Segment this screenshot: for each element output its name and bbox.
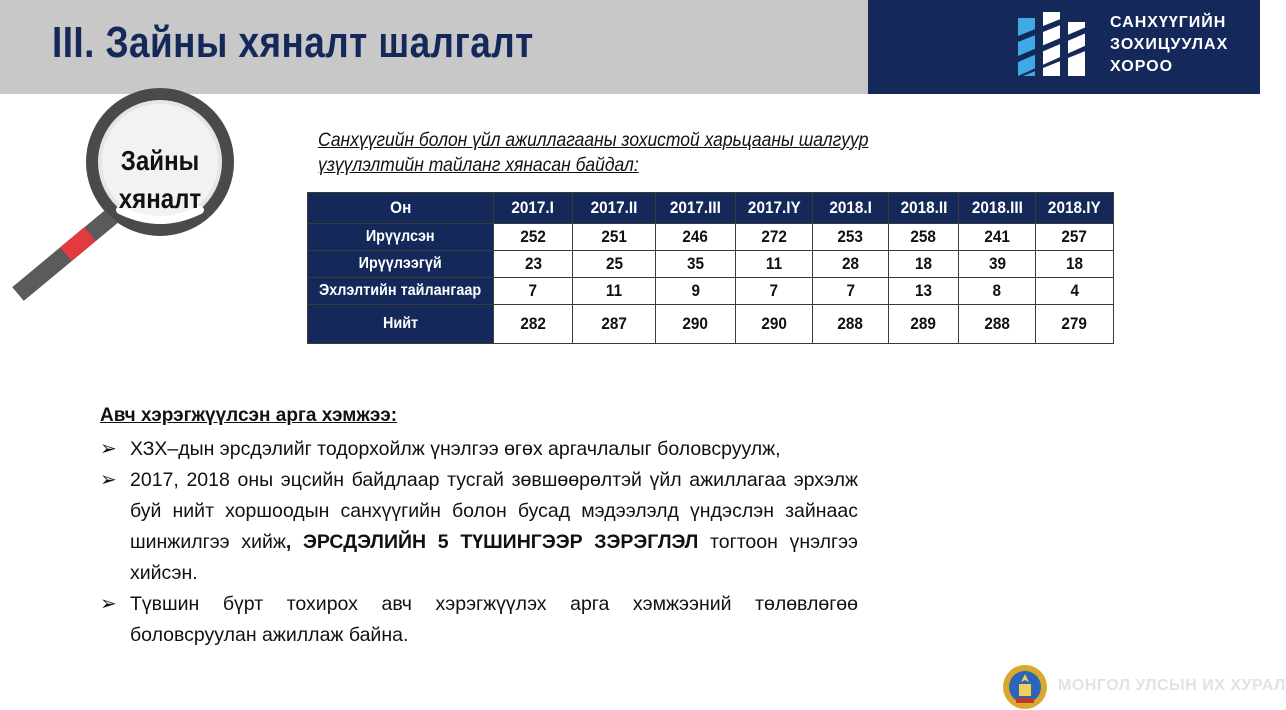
actions-heading: Авч хэрэгжүүлсэн арга хэмжээ: — [100, 405, 398, 426]
table-cell: 7 — [736, 278, 813, 305]
logo-text — [1110, 12, 1228, 78]
table-corner-header: Он — [308, 193, 494, 224]
column-header: 2018.III — [959, 193, 1036, 224]
table-cell: 257 — [1036, 224, 1114, 251]
row-header: Нийт — [308, 305, 494, 344]
table-cell: 251 — [573, 224, 656, 251]
table-cell: 28 — [813, 251, 889, 278]
state-emblem-icon — [1002, 664, 1048, 710]
table-cell: 246 — [656, 224, 736, 251]
table-cell: 11 — [573, 278, 656, 305]
list-item — [100, 589, 858, 651]
table-cell: 253 — [813, 224, 889, 251]
table-cell: 289 — [889, 305, 959, 344]
logo-line-3: ХОРОО — [1110, 58, 1174, 75]
table-cell: 272 — [736, 224, 813, 251]
arrow-bullet-icon: ➢ — [100, 593, 117, 615]
table-cell: 290 — [736, 305, 813, 344]
arrow-bullet-icon: ➢ — [100, 438, 117, 460]
actions-list — [100, 434, 858, 651]
table-cell: 288 — [959, 305, 1036, 344]
table-cell: 8 — [959, 278, 1036, 305]
report-review-table — [307, 192, 1114, 344]
list-item-emphasis: , ЭРСДЭЛИЙН 5 ТҮШИНГЭЭР ЗЭРЭГЛЭЛ — [285, 531, 699, 553]
table-header-row — [308, 193, 1114, 224]
table-cell: 287 — [573, 305, 656, 344]
list-item-text: Түвшин бүрт тохирох авч хэрэгжүүлэх арга хэмжээний төлөвлөгөө боловсруулан ажиллаж байна. — [130, 593, 858, 646]
row-header: Ирүүлээгүй — [308, 251, 494, 278]
table-row — [308, 278, 1114, 305]
logo-line-1: САНХҮҮГИЙН — [1110, 14, 1227, 31]
table-cell: 11 — [736, 251, 813, 278]
table-cell: 288 — [813, 305, 889, 344]
magnifier-line-2: хяналт — [118, 183, 202, 214]
table-cell: 13 — [889, 278, 959, 305]
page-title: III. Зайны хяналт шалгалт — [52, 18, 534, 67]
column-header: 2018.IY — [1036, 193, 1114, 224]
table-row-total — [308, 305, 1114, 344]
column-header: 2018.II — [889, 193, 959, 224]
table-cell: 18 — [889, 251, 959, 278]
column-header: 2017.I — [494, 193, 573, 224]
table-cell: 18 — [1036, 251, 1114, 278]
list-item-text: ХЗХ–дын эрсдэлийг тодорхойлж үнэлгээ өгөх аргачлалыг боловсруулж, — [130, 438, 781, 460]
magnifier-label — [115, 142, 204, 218]
table-cell: 279 — [1036, 305, 1114, 344]
table-cell: 4 — [1036, 278, 1114, 305]
column-header: 2017.II — [573, 193, 656, 224]
row-header: Ирүүлсэн — [308, 224, 494, 251]
table-cell: 35 — [656, 251, 736, 278]
list-item-text: 2017, 2018 оны эцсийн байдлаар тусгай зөвшөөрөлтэй үйл ажиллагаа эрхэлж буй нийт хоршоодын санхүүгийн болон бусад мэдээлэлд үндэслэн зайнаас шинжилгээ хийж — [130, 469, 858, 553]
table-cell: 282 — [494, 305, 573, 344]
table-cell: 252 — [494, 224, 573, 251]
list-item — [100, 434, 858, 465]
table-cell: 25 — [573, 251, 656, 278]
fsc-logo-icon — [1018, 12, 1098, 78]
list-item — [100, 465, 858, 589]
table-cell: 290 — [656, 305, 736, 344]
list-item-text-end: тогтоон үнэлгээ хийсэн. — [130, 531, 859, 584]
column-header: 2017.III — [656, 193, 736, 224]
table-caption — [318, 128, 868, 178]
column-header: 2017.IY — [736, 193, 813, 224]
logo-bar — [868, 0, 1260, 94]
arrow-bullet-icon: ➢ — [100, 469, 117, 491]
caption-line-1: Санхүүгийн болон үйл ажиллагааны зохистой харьцааны шалгуур — [318, 130, 869, 151]
title-bar — [0, 0, 868, 94]
magnifier-line-1: Зайны — [120, 145, 200, 176]
table-cell: 7 — [813, 278, 889, 305]
parliament-watermark: МОНГОЛ УЛСЫН ИХ ХУРАЛ — [1058, 677, 1286, 694]
table-cell: 39 — [959, 251, 1036, 278]
table-cell: 9 — [656, 278, 736, 305]
column-header: 2018.I — [813, 193, 889, 224]
table-cell: 7 — [494, 278, 573, 305]
caption-line-2: үзүүлэлтийн тайланг хянасан байдал: — [318, 155, 639, 176]
table-row — [308, 251, 1114, 278]
table-cell: 23 — [494, 251, 573, 278]
table-cell: 258 — [889, 224, 959, 251]
logo-line-2: ЗОХИЦУУЛАХ — [1110, 36, 1229, 53]
table-cell: 241 — [959, 224, 1036, 251]
row-header: Эхлэлтийн тайлангаар — [308, 278, 494, 305]
table-row — [308, 224, 1114, 251]
